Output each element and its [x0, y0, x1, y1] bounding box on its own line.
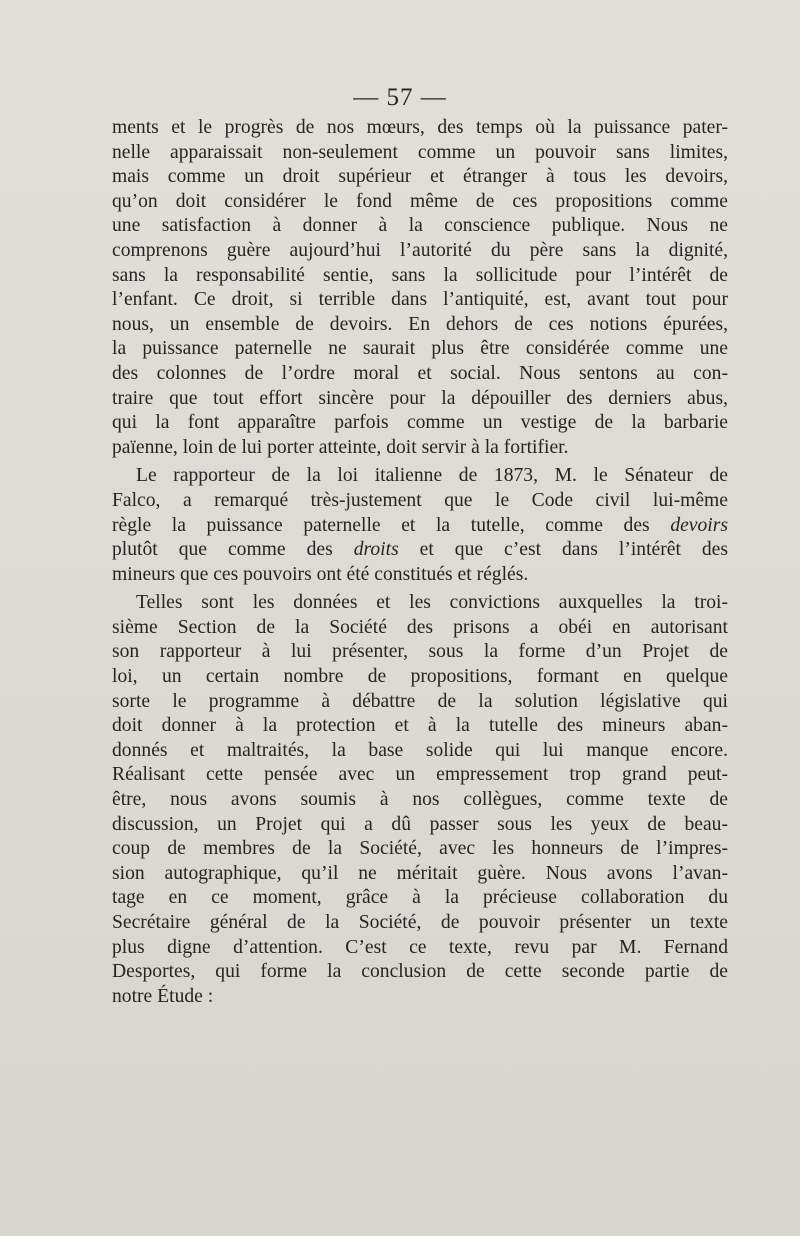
text-line: être, nous avons soumis à nos collègues, comme texte de [112, 789, 728, 811]
text-segment: règle la puissance paternelle et la tutelle, comme des [112, 514, 650, 536]
text-segment: plutôt que comme des [112, 539, 333, 561]
text-line: l’enfant. Ce droit, si terrible dans l’antiquité, est, avant tout pour [112, 289, 728, 311]
text-line: la puissance paternelle ne saurait plus être considérée comme une [112, 338, 728, 360]
page-number: — 57 — [353, 84, 447, 111]
text-line: ments et le progrès de nos mœurs, des temps où la puissance pater- [112, 117, 728, 138]
text-line: mais comme un droit supérieur et étranger à tous les devoirs, [112, 166, 728, 188]
text-line: discussion, un Projet qui a dû passer sous les yeux de beau- [112, 813, 728, 835]
text-line: Desportes, qui forme la conclusion de cette seconde partie de [112, 961, 728, 983]
text-line: notre Étude : [112, 985, 214, 1007]
body-text [112, 116, 728, 1009]
paragraph-3 [112, 591, 728, 1009]
text-line-with-italic [112, 538, 728, 563]
text-line: plus digne d’attention. C’est ce texte, revu par M. Fernand [112, 936, 728, 958]
text-line: comprenons guère aujourd’hui l’autorité du père sans la dignité, [112, 239, 728, 261]
text-line: sième Section de la Société des prisons a obéi en autorisant [112, 616, 728, 638]
text-line: Réalisant cette pensée avec un empressement trop grand peut- [112, 764, 728, 786]
text-line: traire que tout effort sincère pour la dépouiller des derniers abus, [112, 387, 728, 409]
text-line: son rapporteur à lui présenter, sous la forme d’un Projet de [112, 641, 728, 663]
text-line: qu’on doit considérer le fond même de ces propositions comme [112, 190, 728, 212]
text-line: qui la font apparaître parfois comme un vestige de la barbarie [112, 412, 728, 434]
text-line: loi, un certain nombre de propositions, formant en quelque [112, 666, 728, 688]
text-line: sion autographique, qu’il ne méritait guère. Nous avons l’avan- [112, 862, 728, 884]
paragraph-2 [112, 464, 728, 587]
text-line: Falco, a remarqué très-justement que le Code civil lui-même [112, 489, 728, 511]
text-line: Telles sont les données et les convictions auxquelles la troi- [136, 592, 728, 614]
text-line: tage en ce moment, grâce à la précieuse collaboration du [112, 887, 728, 909]
italic-word-droits: droits [353, 539, 399, 561]
text-line: nous, un ensemble de devoirs. En dehors de ces notions épurées, [112, 313, 728, 335]
text-line: sans la responsabilité sentie, sans la sollicitude pour l’intérêt de [112, 264, 728, 286]
text-line: sorte le programme à débattre de la solution législative qui [112, 690, 728, 712]
text-line: nelle apparaissait non-seulement comme un pouvoir sans limites, [112, 141, 728, 163]
text-line: une satisfaction à donner à la conscience publique. Nous ne [112, 215, 728, 237]
text-line: mineurs que ces pouvoirs ont été constitués et réglés. [112, 563, 529, 585]
text-line: des colonnes de l’ordre moral et social. Nous sentons au con- [112, 362, 728, 384]
text-line: Le rapporteur de la loi italienne de 1873, M. le Sénateur de [136, 465, 728, 487]
text-line-with-italic [112, 514, 728, 539]
italic-word-devoirs: devoirs [670, 514, 728, 536]
paragraph-1 [112, 116, 728, 460]
text-line: Secrétaire général de la Société, de pouvoir présenter un texte [112, 912, 728, 933]
text-line: coup de membres de la Société, avec les honneurs de l’impres- [112, 838, 728, 860]
text-line: païenne, loin de lui porter atteinte, doit servir à la fortifier. [112, 436, 569, 458]
text-segment: et que c’est dans l’intérêt des [419, 539, 728, 561]
text-line: doit donner à la protection et à la tutelle des mineurs aban- [112, 715, 728, 737]
text-line: donnés et maltraités, la base solide qui lui manque encore. [112, 739, 728, 761]
